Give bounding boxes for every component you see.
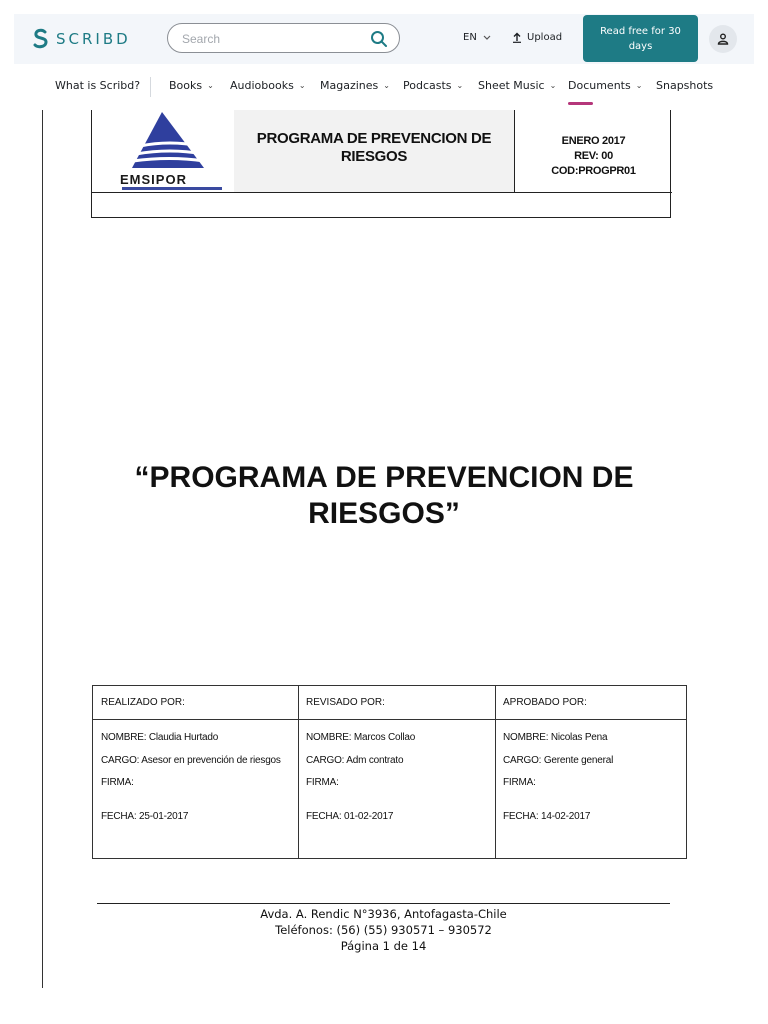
name-field: NOMBRE: Marcos Collao <box>306 732 416 743</box>
footer-divider <box>97 903 670 904</box>
nav-item-audiobooks[interactable] <box>230 79 306 92</box>
chevron-down-icon: ⌄ <box>456 81 464 90</box>
top-bar <box>14 14 754 64</box>
chevron-down-icon <box>483 35 491 41</box>
document-header-meta <box>515 110 672 192</box>
search-icon[interactable] <box>370 30 388 48</box>
nav-label: What is Scribd? <box>55 79 141 92</box>
search-input[interactable] <box>180 30 364 48</box>
scribd-logo[interactable] <box>32 28 131 50</box>
nav-item-magazines[interactable] <box>320 79 390 92</box>
scribd-logo-icon <box>32 28 50 50</box>
user-icon <box>717 33 729 45</box>
signature-field: FIRMA: <box>101 777 134 788</box>
signature-field: FIRMA: <box>503 777 536 788</box>
approval-header-divider <box>93 719 686 720</box>
document-header-title: PROGRAMA DE PREVENCION DE RIESGOS <box>234 110 515 192</box>
approval-table <box>92 685 687 859</box>
document-header-table <box>91 110 671 218</box>
read-free-button[interactable]: Read free for 30 days <box>583 15 698 62</box>
chevron-down-icon: ⌄ <box>383 81 390 90</box>
column-heading: REALIZADO POR: <box>101 697 185 708</box>
page-edge-line <box>42 110 43 988</box>
footer-page-number: Página 1 de 14 <box>340 939 427 953</box>
company-logo-cell <box>92 110 235 192</box>
date-field: FECHA: 14-02-2017 <box>503 811 591 822</box>
search-box[interactable] <box>167 23 400 53</box>
document-main-title: “PROGRAMA DE PREVENCION DE RIESGOS” <box>134 461 634 530</box>
name-field: NOMBRE: Claudia Hurtado <box>101 732 219 743</box>
category-nav <box>14 64 754 111</box>
language-label: EN <box>463 32 477 43</box>
nav-label: Audiobooks <box>230 79 294 92</box>
nav-label: Podcasts <box>403 79 452 92</box>
chevron-down-icon: ⌄ <box>207 81 214 90</box>
footer-phones: Teléfonos: (56) (55) 930571 – 930572 <box>275 923 492 937</box>
date-field: FECHA: 25-01-2017 <box>101 811 189 822</box>
nav-item-documents[interactable] <box>568 79 642 92</box>
account-button[interactable] <box>709 25 737 53</box>
nav-item-sheet-music[interactable] <box>478 79 556 92</box>
nav-item-what-is-scribd[interactable] <box>55 79 140 92</box>
prepared-by-column <box>93 686 299 858</box>
nav-label: Magazines <box>320 79 379 92</box>
name-field: NOMBRE: Nicolas Pena <box>503 732 608 743</box>
chevron-down-icon: ⌄ <box>635 81 643 90</box>
header-code: COD:PROGPR01 <box>551 165 636 177</box>
nav-item-books[interactable] <box>169 79 214 92</box>
date-field: FECHA: 01-02-2017 <box>306 811 394 822</box>
header-revision: REV: 00 <box>574 150 613 162</box>
role-field: CARGO: Asesor en prevención de riesgos <box>101 755 281 766</box>
role-field: CARGO: Gerente general <box>503 755 614 766</box>
active-tab-indicator <box>568 102 593 105</box>
signature-field: FIRMA: <box>306 777 339 788</box>
upload-label: Upload <box>527 32 563 43</box>
role-field: CARGO: Adm contrato <box>306 755 404 766</box>
chevron-down-icon: ⌄ <box>298 81 306 90</box>
nav-item-snapshots[interactable] <box>656 79 713 92</box>
upload-button[interactable] <box>512 32 562 43</box>
company-logo-text: EMSIPOR <box>120 172 187 187</box>
upload-icon <box>512 32 522 43</box>
header-date: ENERO 2017 <box>561 135 626 147</box>
brand-name: SCRIBD <box>56 30 131 48</box>
language-selector[interactable] <box>463 32 491 43</box>
nav-label: Documents <box>568 79 631 92</box>
column-heading: APROBADO POR: <box>503 697 587 708</box>
nav-divider <box>150 77 151 97</box>
footer-address: Avda. A. Rendic N°3936, Antofagasta-Chile <box>260 907 507 921</box>
document-footer <box>97 906 670 954</box>
column-heading: REVISADO POR: <box>306 697 385 708</box>
nav-label: Books <box>169 79 203 92</box>
emsipor-logo-icon <box>92 110 234 172</box>
nav-label: Sheet Music <box>478 79 545 92</box>
logo-underline <box>122 187 222 190</box>
reviewed-by-column <box>298 686 496 858</box>
header-divider <box>92 192 672 193</box>
approved-by-column <box>495 686 686 858</box>
chevron-down-icon: ⌄ <box>549 81 557 90</box>
nav-label: Snapshots <box>656 79 714 92</box>
nav-item-podcasts[interactable] <box>403 79 463 92</box>
